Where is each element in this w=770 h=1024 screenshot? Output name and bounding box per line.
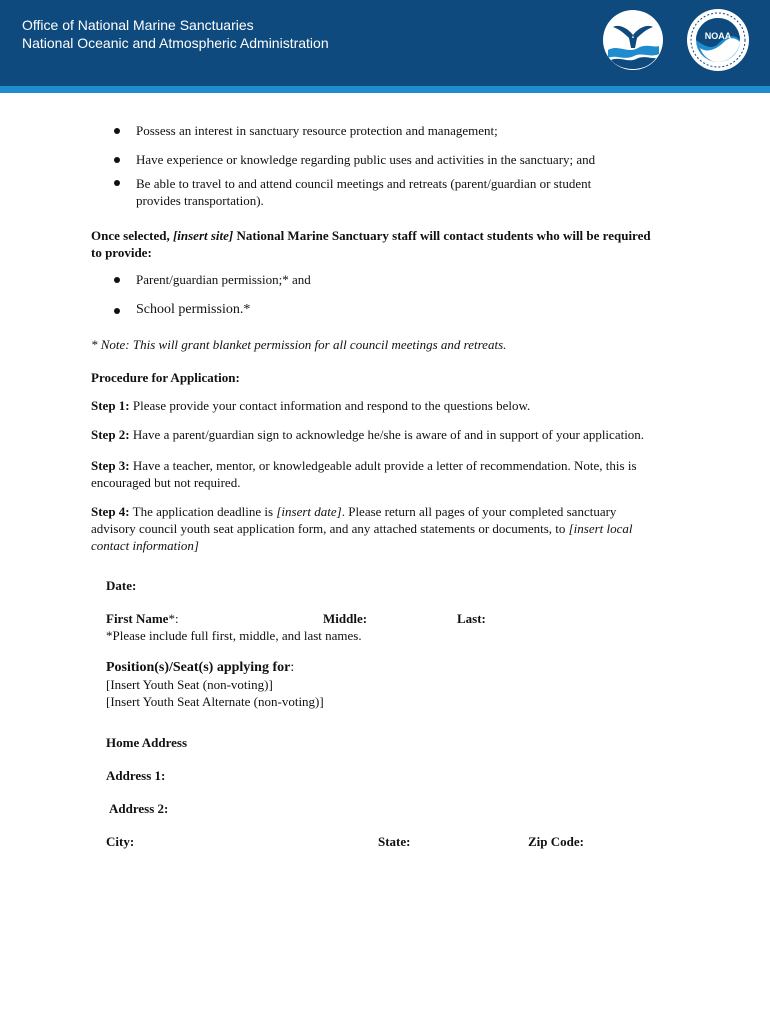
list-item: Have experience or knowledge regarding public uses and activities in the sanctuary; and xyxy=(136,152,596,167)
list-item: School permission.* xyxy=(136,302,251,317)
noaa-logo-text: NOAA xyxy=(704,31,732,41)
list-item: Possess an interest in sanctuary resource protection and management; xyxy=(136,123,498,138)
step-3: Step 3: Have a teacher, mentor, or knowledgeable adult provide a letter of recommendation. Note, this is encouraged but not required. xyxy=(91,458,637,490)
step-1: Step 1: Please provide your contact information and respond to the questions below. xyxy=(91,398,531,413)
header-accent-stripe xyxy=(0,86,770,93)
procedure-heading: Procedure for Application: xyxy=(91,370,240,385)
seat-option-alternate: [Insert Youth Seat Alternate (non-voting)] xyxy=(106,694,324,709)
step-2: Step 2: Have a parent/guardian sign to acknowledge he/she is aware of and in support of your application. xyxy=(91,427,645,442)
state-label: State: xyxy=(378,834,411,849)
bullet-icon xyxy=(114,157,120,163)
last-name-label: Last: xyxy=(457,611,486,626)
position-label: Position(s)/Seat(s) applying for: xyxy=(106,660,295,675)
seat-option-youth: [Insert Youth Seat (non-voting)] xyxy=(106,677,273,692)
middle-name-label: Middle: xyxy=(323,611,368,626)
agency-header xyxy=(0,0,770,86)
city-label: City: xyxy=(106,834,135,849)
selection-notice: Once selected, [insert site] National Marine Sanctuary staff will contact students who will be required to provide: xyxy=(91,228,651,260)
bullet-icon xyxy=(114,277,120,283)
noaa-logo xyxy=(686,8,750,72)
bullet-icon xyxy=(114,180,120,186)
bullet-icon xyxy=(114,128,120,134)
sanctuary-whale-tail-logo xyxy=(602,8,664,72)
bullet-icon xyxy=(114,308,120,314)
name-instructions: *Please include full first, middle, and last names. xyxy=(106,628,362,643)
address-1-label: Address 1: xyxy=(106,768,166,783)
permission-note: * Note: This will grant blanket permission for all council meetings and retreats. xyxy=(91,337,507,352)
zip-code-label: Zip Code: xyxy=(528,834,584,849)
office-name: Office of National Marine Sanctuaries xyxy=(22,17,254,33)
step-4: Step 4: The application deadline is [insert date]. Please return all pages of your completed sanctuary advisory council youth seat application form, and any attached statements or documents, to [insert local contact information] xyxy=(91,504,633,553)
date-label: Date: xyxy=(106,578,137,593)
first-name-label: First Name*: xyxy=(106,611,179,626)
list-item: Parent/guardian permission;* and xyxy=(136,272,311,287)
home-address-heading: Home Address xyxy=(106,735,188,750)
agency-name: National Oceanic and Atmospheric Administration xyxy=(22,35,329,51)
address-2-label: Address 2: xyxy=(109,801,169,816)
list-item: Be able to travel to and attend council meetings and retreats (parent/guardian or student provides transportation). xyxy=(136,176,592,208)
